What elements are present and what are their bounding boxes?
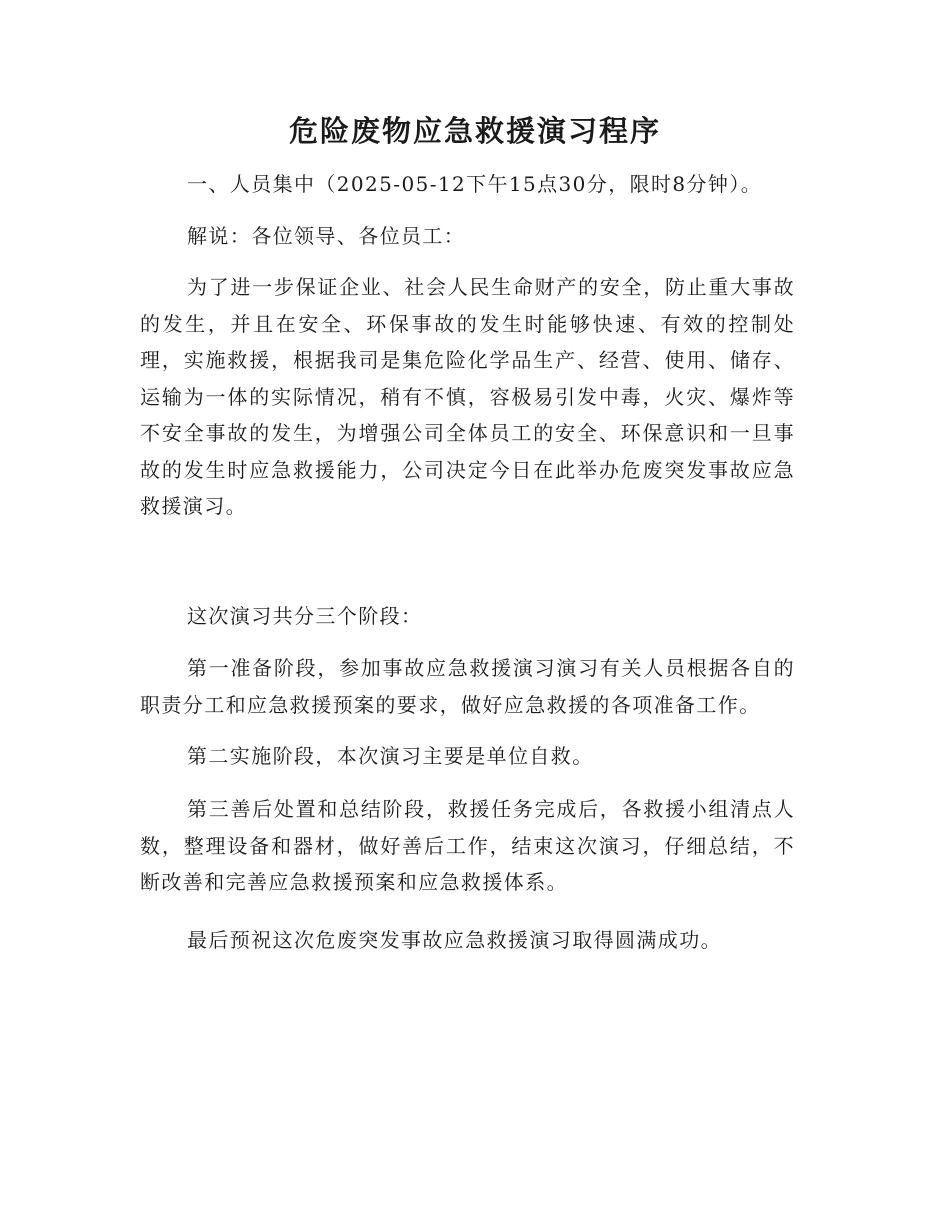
greeting-paragraph: 解说：各位领导、各位员工：: [187, 224, 466, 248]
stage-three-paragraph: 第三善后处置和总结阶段，救援任务完成后，各救援小组清点人数，整理设备和器材，做好善后工作，结束这次演习，仔细总结，不断改善和完善应急救援预案和应急救援体系。: [140, 797, 795, 894]
section-heading: 一、人员集中（2025-05-12下午15点30分，限时8分钟）。: [187, 172, 763, 196]
stages-intro-paragraph: 这次演习共分三个阶段：: [187, 604, 423, 628]
document-title: 危险废物应急救援演习程序: [288, 114, 661, 148]
stage-one-paragraph: 第一准备阶段，参加事故应急救援演习演习有关人员根据各自的职责分工和应急救援预案的要求，做好应急救援的各项准备工作。: [140, 656, 795, 717]
stage-two-paragraph: 第二实施阶段，本次演习主要是单位自救。: [187, 744, 594, 768]
closing-paragraph: 最后预祝这次危废突发事故应急救援演习取得圆满成功。: [187, 928, 722, 952]
intro-paragraph: 为了进一步保证企业、社会人民生命财产的安全，防止重大事故的发生，并且在安全、环保事故的发生时能够快速、有效的控制处理，实施救援，根据我司是集危险化学品生产、经营、使用、储存、运输为一体的实际情况，稍有不慎，容极易引发中毒，火灾、爆炸等不安全事故的发生，为增强公司全体员工的安全、环保意识和一旦事故的发生时应急救援能力，公司决定今日在此举办危废突发事故应急救援演习。: [140, 275, 795, 518]
